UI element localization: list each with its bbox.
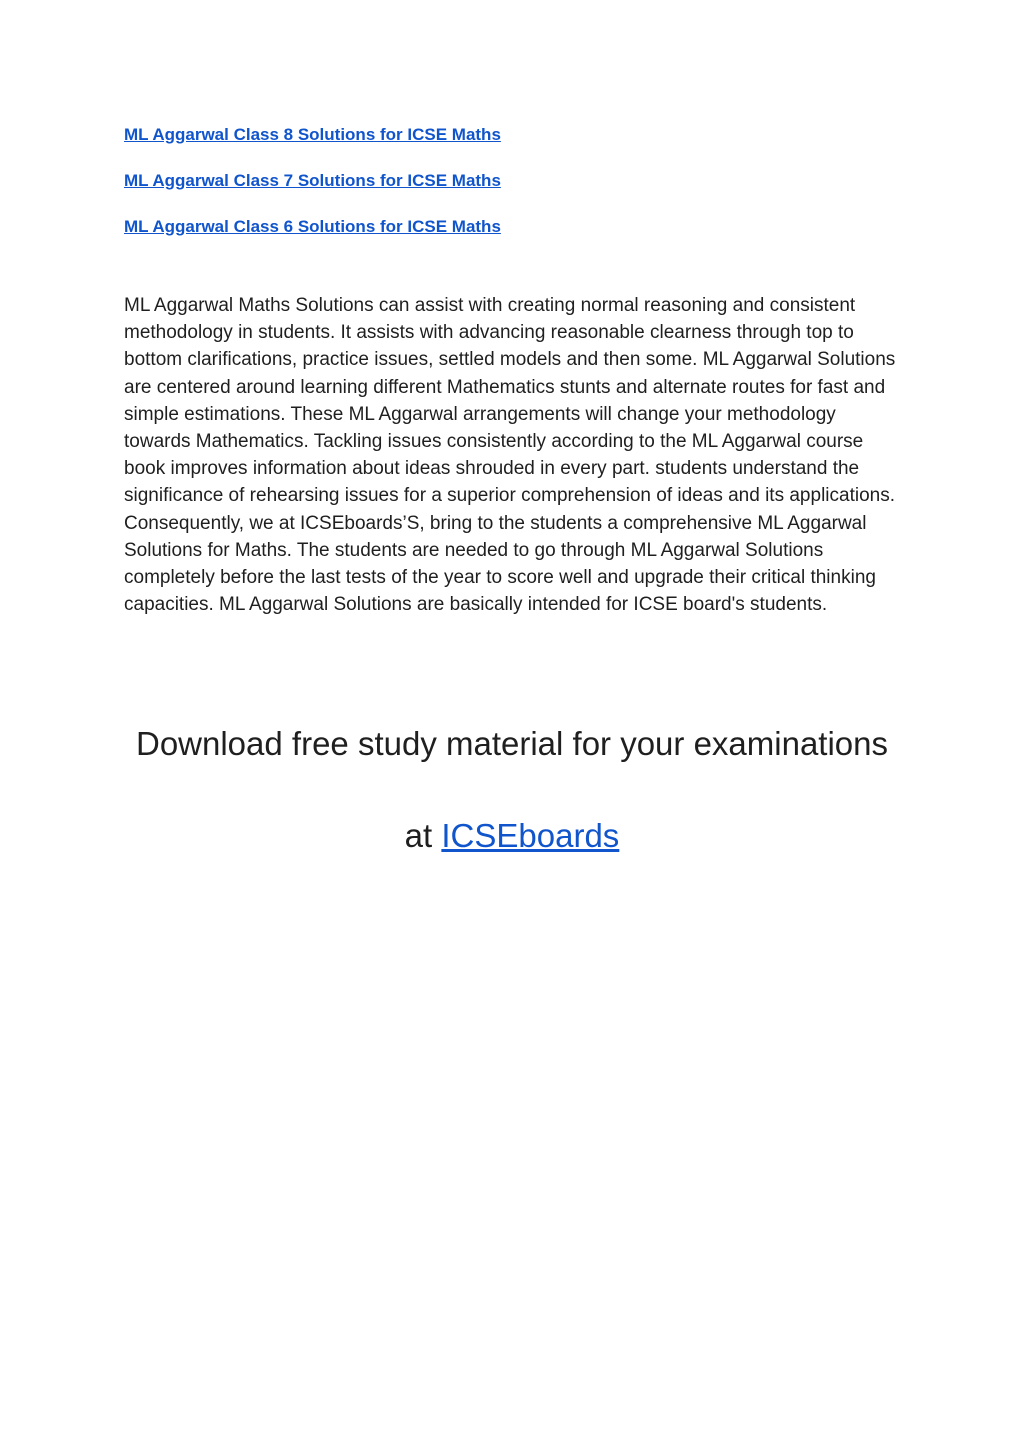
link-class-8-solutions[interactable]: ML Aggarwal Class 8 Solutions for ICSE Maths (124, 125, 501, 144)
link-class-6-solutions[interactable]: ML Aggarwal Class 6 Solutions for ICSE Maths (124, 217, 501, 236)
download-subheading (0, 816, 1024, 856)
link-class-7-solutions[interactable]: ML Aggarwal Class 7 Solutions for ICSE Maths (124, 171, 501, 190)
icseboards-link[interactable]: ICSEboards (441, 817, 620, 854)
download-heading: Download free study material for your examinations (135, 725, 889, 762)
download-subheading-prefix: at (404, 817, 442, 854)
intro-paragraph: ML Aggarwal Maths Solutions can assist with creating normal reasoning and consistent methodology in students. It assists with advancing reasonable clearness through top to bottom clarifications, practice issues, settled models and then some. ML Aggarwal Solutions are centered around learning different Mathematics stunts and alternate routes for fast and simple estimations. These ML Aggarwal arrangements will change your methodology towards Mathematics. Tackling issues consistently according to the ML Aggarwal course book improves information about ideas shrouded in every part. students understand the significance of rehearsing issues for a superior comprehension of ideas and its applications. Consequently, we at ICSEboards’S, bring to the students a comprehensive ML Aggarwal Solutions for Maths. The students are needed to go through ML Aggarwal Solutions completely before the last tests of the year to score well and upgrade their critical thinking capacities. ML Aggarwal Solutions are basically intended for ICSE board's students. (124, 295, 896, 616)
solutions-link-list (124, 124, 824, 262)
